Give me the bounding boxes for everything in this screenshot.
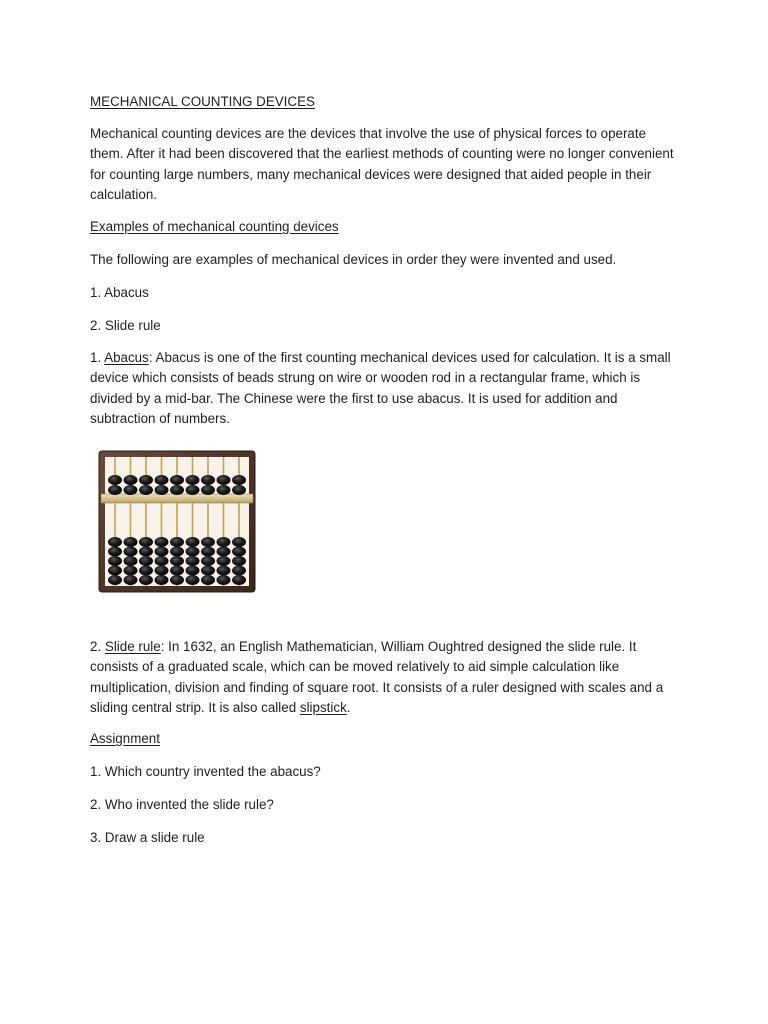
- abacus-bead: [232, 575, 246, 585]
- abacus-paragraph: [90, 348, 680, 429]
- abacus-bead: [139, 556, 153, 566]
- abacus-bead: [201, 537, 215, 547]
- abacus-bead: [201, 566, 215, 576]
- abacus-bead: [217, 485, 231, 495]
- list-item-abacus: 1. Abacus: [90, 285, 149, 300]
- question-3: 3. Draw a slide rule: [90, 830, 205, 845]
- abacus-illustration: [98, 450, 256, 593]
- abacus-bead: [170, 547, 184, 557]
- abacus-bead: [139, 547, 153, 557]
- abacus-bead: [217, 566, 231, 576]
- examples-intro: The following are examples of mechanical devices in order they were invented and used.: [90, 252, 617, 267]
- abacus-bead: [232, 475, 246, 485]
- abacus-bead: [170, 575, 184, 585]
- page-title: MECHANICAL COUNTING DEVICES: [90, 94, 315, 109]
- abacus-bead: [108, 537, 122, 547]
- abacus-text: : Abacus is one of the first counting mechanical devices used for calculation. It is a small device which consists of beads strung on wire or wooden rod in a rectangular frame, which is divided by a mid-bar. The Chinese were the first to use abacus. It is used for addition and subtraction of numbers.: [90, 350, 671, 426]
- abacus-bead: [155, 547, 169, 557]
- abacus-bead: [232, 566, 246, 576]
- abacus-bead: [124, 566, 138, 576]
- abacus-bead: [232, 547, 246, 557]
- abacus-bead: [155, 556, 169, 566]
- abacus-bead: [170, 566, 184, 576]
- abacus-bead: [217, 475, 231, 485]
- abacus-bead: [217, 575, 231, 585]
- abacus-bead: [232, 485, 246, 495]
- abacus-bead: [139, 475, 153, 485]
- abacus-bead: [124, 556, 138, 566]
- abacus-number: 1.: [90, 350, 105, 365]
- abacus-bead: [201, 556, 215, 566]
- abacus-bead: [170, 537, 184, 547]
- abacus-bead: [186, 485, 200, 495]
- slipstick-link[interactable]: slipstick: [299, 699, 347, 715]
- abacus-mid-bar: [101, 494, 253, 503]
- abacus-bead: [217, 556, 231, 566]
- abacus-bead: [108, 485, 122, 495]
- abacus-bead: [186, 537, 200, 547]
- abacus-bead: [186, 475, 200, 485]
- abacus-bead: [108, 547, 122, 557]
- intro-paragraph: Mechanical counting devices are the devices that involve the use of physical forces to operate them. After it had been discovered that the earliest methods of counting were no longer convenient for counting large numbers, many mechanical devices were designed that aided people in their calculation.: [90, 126, 674, 202]
- abacus-label: Abacus: [104, 350, 149, 365]
- abacus-bead: [139, 566, 153, 576]
- abacus-bead: [155, 575, 169, 585]
- slide-rule-label: Slide rule: [104, 639, 161, 654]
- abacus-bead: [201, 485, 215, 495]
- abacus-bead: [124, 547, 138, 557]
- abacus-bead: [108, 556, 122, 566]
- slide-rule-text: : In 1632, an English Mathematician, William Oughtred designed the slide rule. It consists of a graduated scale, which can be moved relatively to aid simple calculation like multiplication, division and finding of square root. It consists of a ruler designed with scales and a sliding central strip. It is also called: [90, 639, 664, 715]
- assignment-heading: Assignment: [90, 731, 160, 746]
- abacus-bead: [201, 547, 215, 557]
- abacus-bead: [232, 537, 246, 547]
- abacus-bead: [186, 547, 200, 557]
- abacus-bead: [201, 575, 215, 585]
- abacus-bead: [170, 556, 184, 566]
- abacus-bead: [108, 566, 122, 576]
- abacus-bead: [186, 575, 200, 585]
- abacus-bead: [139, 485, 153, 495]
- abacus-bead: [170, 475, 184, 485]
- question-1: 1. Which country invented the abacus?: [90, 764, 321, 779]
- abacus-bead: [217, 537, 231, 547]
- abacus-bead: [155, 537, 169, 547]
- abacus-bead: [232, 556, 246, 566]
- abacus-bead: [217, 547, 231, 557]
- abacus-bead: [124, 575, 138, 585]
- abacus-bead: [124, 485, 138, 495]
- question-2: 2. Who invented the slide rule?: [90, 797, 274, 812]
- slide-rule-number: 2.: [90, 639, 105, 654]
- list-item-slide-rule: 2. Slide rule: [90, 318, 161, 333]
- abacus-bead: [155, 485, 169, 495]
- abacus-bead: [201, 475, 215, 485]
- abacus-bead: [186, 566, 200, 576]
- abacus-bead: [155, 566, 169, 576]
- abacus-bead: [155, 475, 169, 485]
- abacus-bead: [108, 575, 122, 585]
- abacus-bead: [124, 537, 138, 547]
- examples-heading: Examples of mechanical counting devices: [90, 219, 339, 234]
- abacus-bead: [139, 575, 153, 585]
- slide-rule-paragraph: [90, 637, 680, 718]
- abacus-bead: [108, 475, 122, 485]
- abacus-bead: [124, 475, 138, 485]
- slide-rule-end: .: [346, 699, 351, 715]
- abacus-bead: [139, 537, 153, 547]
- abacus-bead: [186, 556, 200, 566]
- abacus-image: [98, 450, 256, 593]
- abacus-bead: [170, 485, 184, 495]
